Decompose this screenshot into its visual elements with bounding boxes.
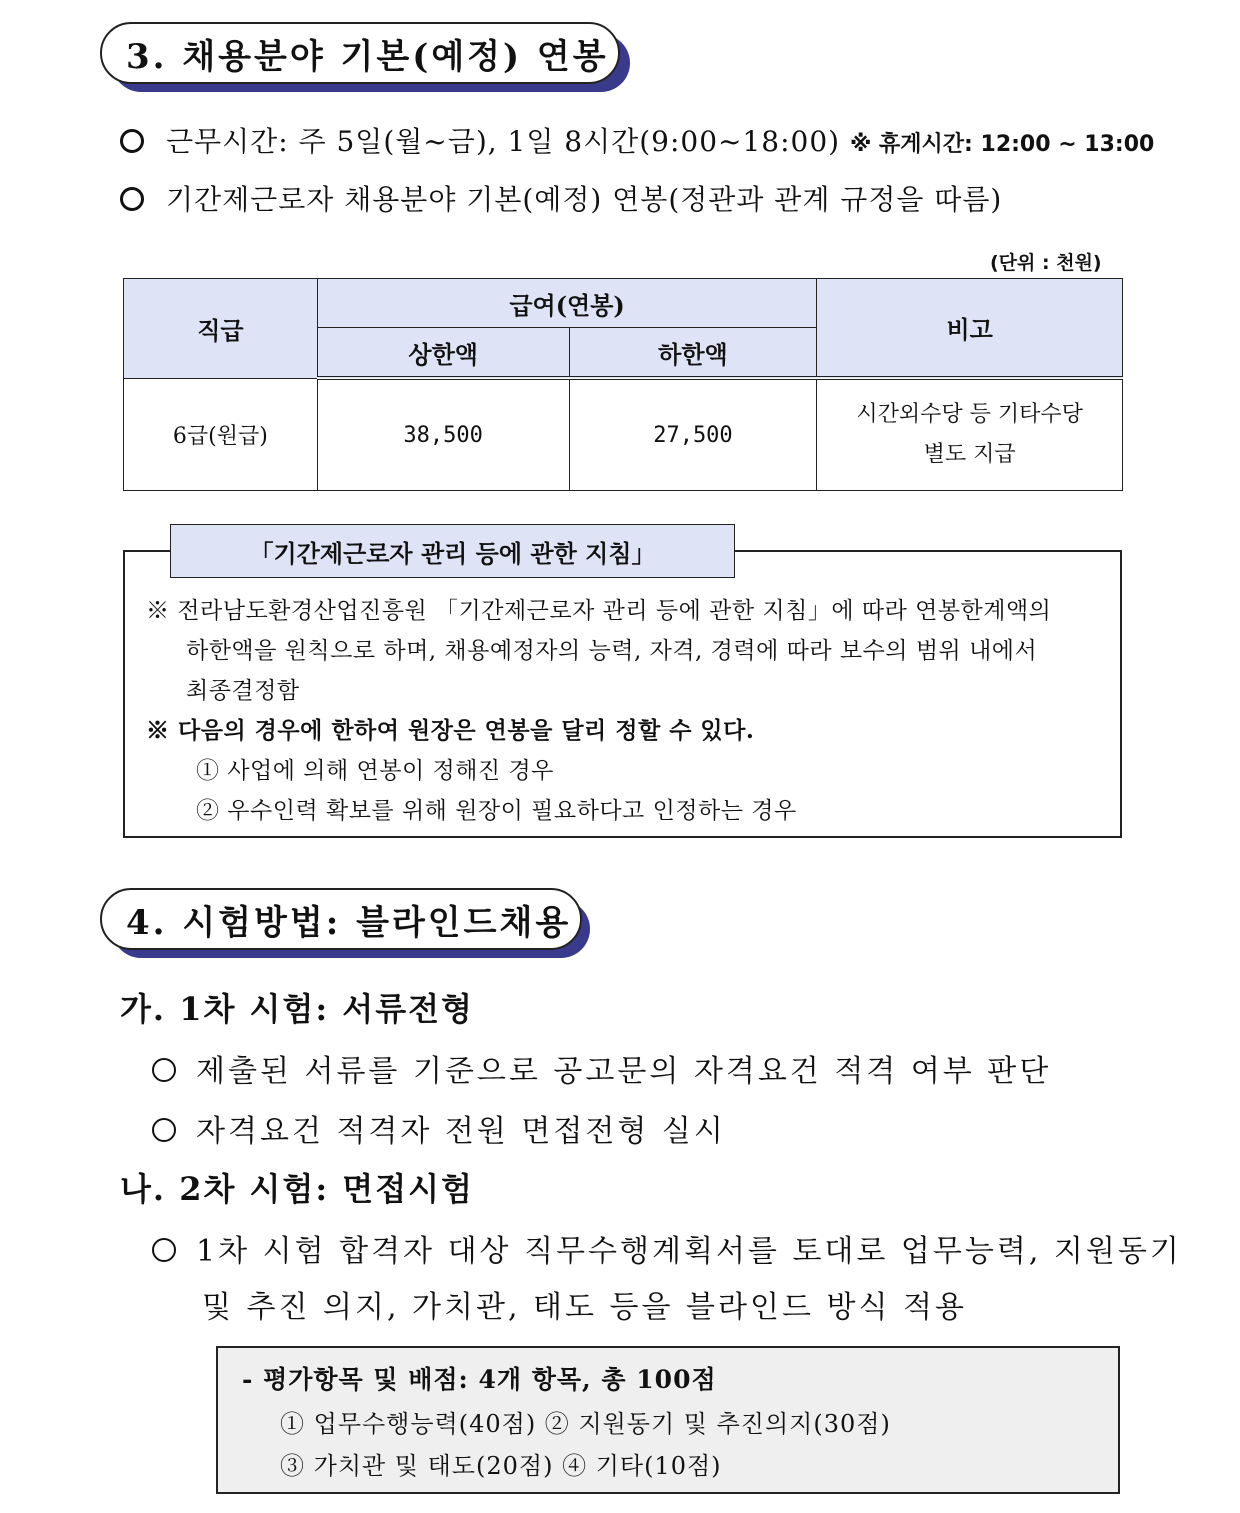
bullet-circle-icon	[152, 1118, 176, 1142]
salary-table	[123, 278, 1123, 491]
guideline-item-1: ① 사업에 의해 연봉이 정해진 경우	[196, 758, 554, 784]
guideline-line-1: ※ 전라남도환경산업진흥원 「기간제근로자 관리 등에 관한 지침」에 따라 연봉한계액의	[146, 598, 1052, 624]
cell-note-line2: 별도 지급	[923, 442, 1016, 467]
section3-title: 3. 채용분야 기본(예정) 연봉	[100, 22, 620, 84]
bullet-circle-icon	[120, 129, 144, 153]
cell-upper: 38,500	[317, 378, 569, 491]
scoring-line-2: ③ 가치관 및 태도(20점) ④ 기타(10점)	[280, 1452, 722, 1480]
header-lower: 하한액	[569, 328, 817, 379]
stage2-item-line1: 1차 시험 합격자 대상 직무수행계획서를 토대로 업무능력, 지원동기	[196, 1234, 1182, 1269]
stage2-heading: 나. 2차 시험: 면접시험	[120, 1170, 474, 1208]
header-upper: 상한액	[317, 328, 569, 379]
guideline-line-3: 최종결정함	[186, 678, 300, 704]
salary-basis-text: 기간제근로자 채용분야 기본(예정) 연봉(정관과 관계 규정을 따름)	[166, 183, 1003, 216]
header-grade: 직급	[124, 279, 318, 379]
stage1-item-2-text: 자격요건 적격자 전원 면접전형 실시	[196, 1114, 726, 1149]
guideline-item-2: ② 우수인력 확보를 위해 원장이 필요하다고 인정하는 경우	[196, 798, 797, 824]
bullet-circle-icon	[152, 1238, 176, 1262]
cell-grade: 6급(원급)	[124, 378, 318, 491]
work-hours-bullet	[120, 120, 1154, 160]
salary-basis-bullet	[120, 178, 1002, 218]
work-hours-text: 근무시간: 주 5일(월~금), 1일 8시간(9:00~18:00)	[166, 125, 841, 158]
stage1-item-1-text: 제출된 서류를 기준으로 공고문의 자격요건 적격 여부 판단	[196, 1054, 1052, 1089]
cell-note	[817, 378, 1123, 491]
stage1-item-2	[152, 1106, 726, 1150]
bullet-circle-icon	[152, 1058, 176, 1082]
stage1-item-1	[152, 1046, 1051, 1090]
unit-label: (단위 : 천원)	[990, 252, 1102, 274]
guideline-line-2: 하한액을 원칙으로 하며, 채용예정자의 능력, 자격, 경력에 따라 보수의 범위 내에서	[186, 638, 1038, 664]
table-row	[124, 378, 1123, 491]
break-time-note: ※ 휴게시간: 12:00 ~ 13:00	[850, 132, 1155, 157]
header-salary: 급여(연봉)	[317, 279, 817, 328]
guideline-title: 「기간제근로자 관리 등에 관한 지침」	[170, 524, 735, 578]
stage2-item-line2: 및 추진 의지, 가치관, 태도 등을 블라인드 방식 적용	[202, 1290, 967, 1325]
header-note: 비고	[817, 279, 1123, 379]
stage2-item	[152, 1226, 1182, 1270]
stage1-heading: 가. 1차 시험: 서류전형	[120, 990, 474, 1028]
cell-lower: 27,500	[569, 378, 817, 491]
section4-title: 4. 시험방법: 블라인드채용	[100, 888, 582, 950]
cell-note-line1: 시간외수당 등 기타수당	[856, 402, 1083, 427]
guideline-line-4: ※ 다음의 경우에 한하여 원장은 연봉을 달리 정할 수 있다.	[146, 717, 755, 744]
scoring-heading: - 평가항목 및 배점: 4개 항목, 총 100점	[242, 1365, 717, 1394]
bullet-circle-icon	[120, 187, 144, 211]
scoring-line-1: ① 업무수행능력(40점) ② 지원동기 및 추진의지(30점)	[280, 1410, 891, 1438]
